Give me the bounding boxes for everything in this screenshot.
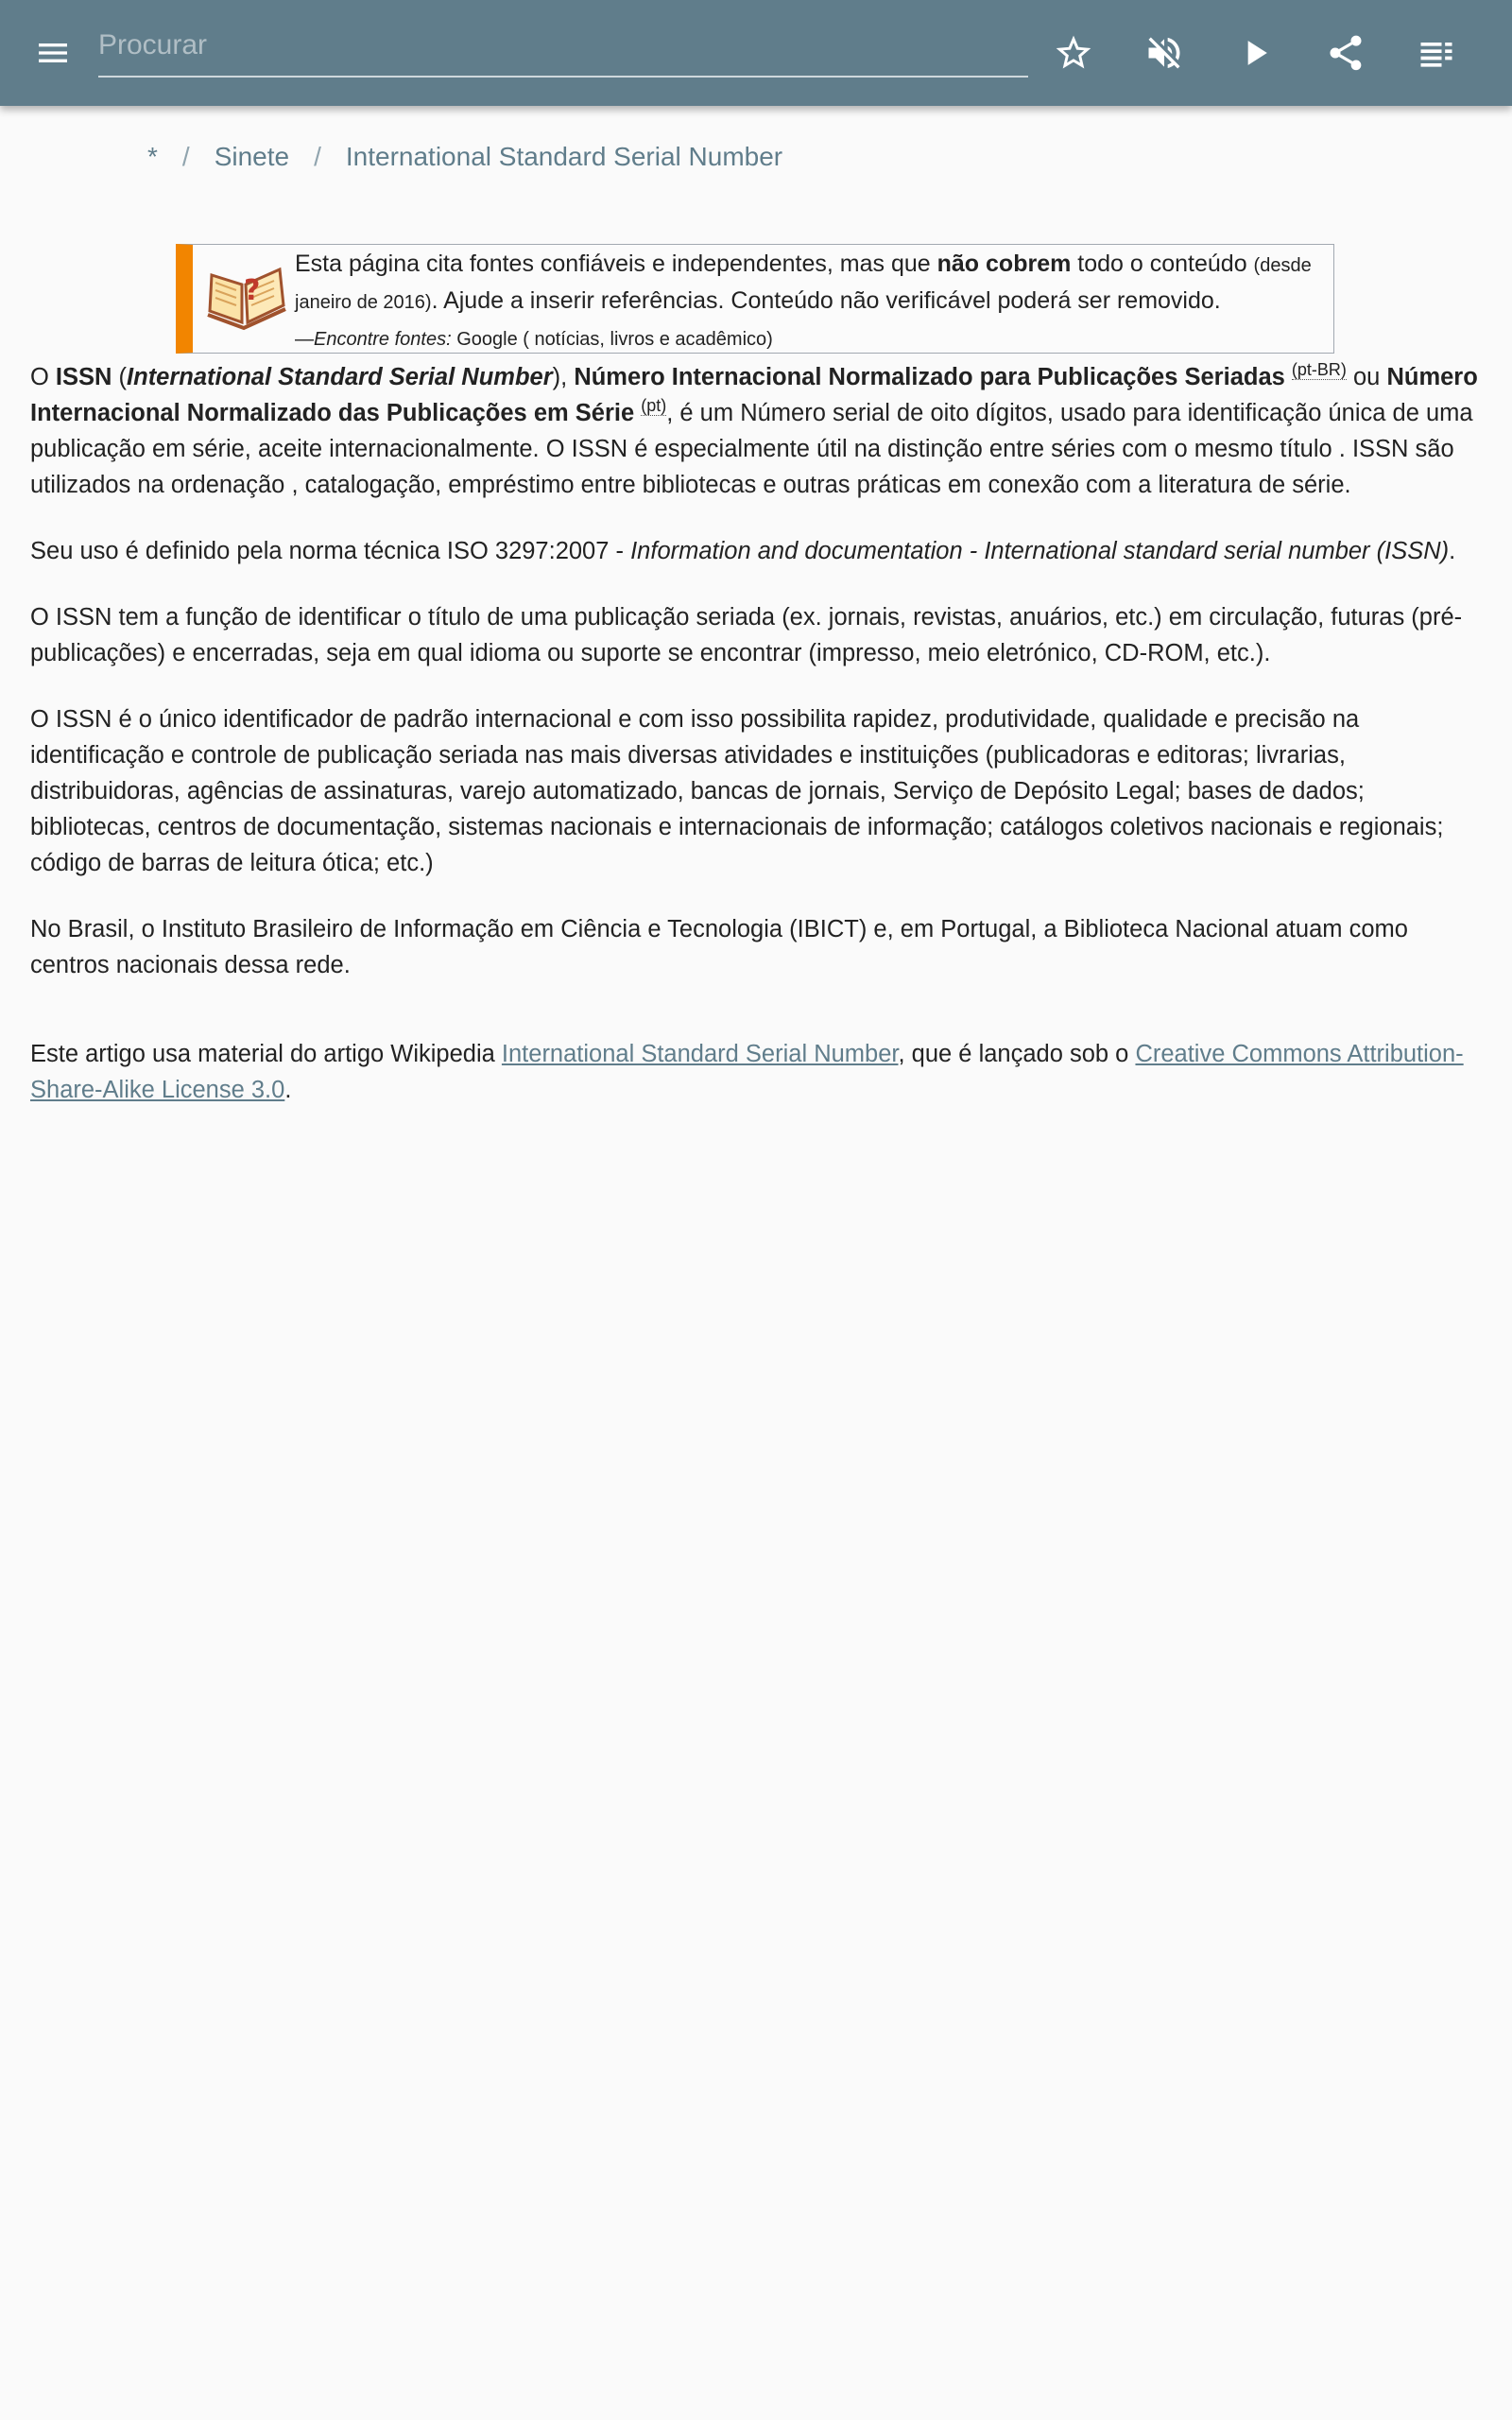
text: , que é lançado sob o	[898, 1041, 1136, 1067]
text: O	[30, 364, 56, 390]
find-sources-links[interactable]: Google ( notícias, livros e acadêmico)	[451, 329, 773, 350]
text: (	[112, 364, 128, 390]
bold-italic-term: International Standard Serial Number	[127, 364, 553, 390]
notice-text-part: todo o conteúdo	[1071, 251, 1254, 277]
find-sources	[295, 329, 773, 350]
contents-button[interactable]	[1406, 23, 1467, 83]
find-sources-dash: —	[295, 329, 314, 350]
text: Este artigo usa material do artigo Wikipedia	[30, 1041, 502, 1067]
notice-text-bold: não cobrem	[936, 251, 1072, 277]
notice-text-part: Esta página cita fontes confiáveis e independentes, mas que	[295, 251, 937, 277]
volume-off-icon	[1143, 32, 1185, 74]
app-bar	[0, 0, 1512, 106]
breadcrumb-current[interactable]: International Standard Serial Number	[345, 142, 783, 171]
paragraph: O ISSN é o único identificador de padrão internacional e com isso possibilita rapidez, produtividade, qualidade e precisão na identificação e controle de publicação seriada nas mais diversas atividades e instituições (publicadoras e editoras; livrarias, distribuidoras, agências de assinaturas, varejo automatizado, bancas de jornais, Serviço de Depósito Legal; bases de dados; bibliotecas, centros de documentação, sistemas nacionais e internacionais de informação; catálogos coletivos nacionais e regionais; código de barras de leitura ótica; etc.)	[30, 706, 1444, 876]
breadcrumb-separator: /	[314, 142, 321, 171]
breadcrumb-home[interactable]: *	[147, 142, 158, 171]
text: , é um Número serial de oito dígitos, usado para identificação única de uma publicação em série, aceite internacionalmente. O ISSN é especialmente útil na distinção entre séries com o mesmo título . ISSN são utilizados na ordenação , catalogação, empréstimo entre bibliotecas e outras práticas em conexão com a literatura de série.	[30, 400, 1473, 498]
language-tag: (pt)	[641, 396, 667, 415]
italic-title: Information and documentation - International standard serial number (ISSN)	[630, 538, 1450, 564]
text: .	[284, 1077, 292, 1103]
breadcrumb-separator: /	[181, 142, 190, 171]
wikipedia-article-link[interactable]: International Standard Serial Number	[501, 1041, 899, 1067]
book-question-icon	[204, 262, 289, 337]
license-link[interactable]: Creative Commons Attribution-Share-Alike License 3.0	[30, 1041, 1464, 1103]
bold-term: Número Internacional Normalizado das Publicações em Série	[30, 364, 1478, 426]
text: ou	[1346, 364, 1387, 390]
article-content	[30, 359, 1486, 1138]
paragraph	[30, 533, 1486, 569]
play-button[interactable]	[1225, 23, 1285, 83]
mute-button[interactable]	[1134, 23, 1194, 83]
svg-text:?: ?	[244, 274, 261, 307]
breadcrumb-category[interactable]: Sinete	[214, 142, 290, 171]
menu-icon	[34, 34, 72, 72]
search-input[interactable]	[98, 17, 1028, 74]
language-tag: (pt-BR)	[1291, 360, 1347, 379]
text: .	[1449, 538, 1456, 564]
text: ),	[552, 364, 575, 390]
bold-term: Número Internacional Normalizado para Publicações Seriadas	[574, 364, 1285, 390]
menu-button[interactable]	[23, 23, 83, 83]
attribution-footer	[30, 1036, 1486, 1108]
text: Seu uso é definido pela norma técnica ISO 3297:2007 -	[30, 538, 631, 564]
search-field	[98, 17, 1028, 78]
notice-text-part: . Ajude a inserir referências. Conteúdo não verificável poderá ser removido.	[431, 287, 1221, 314]
bookmark-button[interactable]	[1043, 23, 1104, 83]
paragraph: No Brasil, o Instituto Brasileiro de Informação em Ciência e Tecnologia (IBICT) e, em Portugal, a Biblioteca Nacional atuam como centros nacionais dessa rede.	[30, 916, 1408, 978]
notice-date: (desde janeiro de 2016)	[295, 255, 1312, 313]
breadcrumb	[147, 140, 782, 174]
paragraph: O ISSN tem a função de identificar o título de uma publicação seriada (ex. jornais, revistas, anuários, etc.) em circulação, futuras (pré-publicações) e encerradas, seja em qual idioma ou suporte se encontrar (impresso, meio eletrónico, CD-ROM, etc.).	[30, 604, 1463, 666]
playlist-icon	[1416, 32, 1457, 74]
share-icon	[1325, 32, 1366, 74]
notice-text	[295, 247, 1320, 355]
find-sources-label: Encontre fontes:	[314, 329, 452, 350]
share-button[interactable]	[1315, 23, 1376, 83]
paragraph	[30, 359, 1486, 503]
refimprove-notice	[176, 244, 1334, 354]
play-icon	[1234, 32, 1276, 74]
bold-term: ISSN	[55, 364, 112, 390]
star-icon	[1053, 32, 1094, 74]
